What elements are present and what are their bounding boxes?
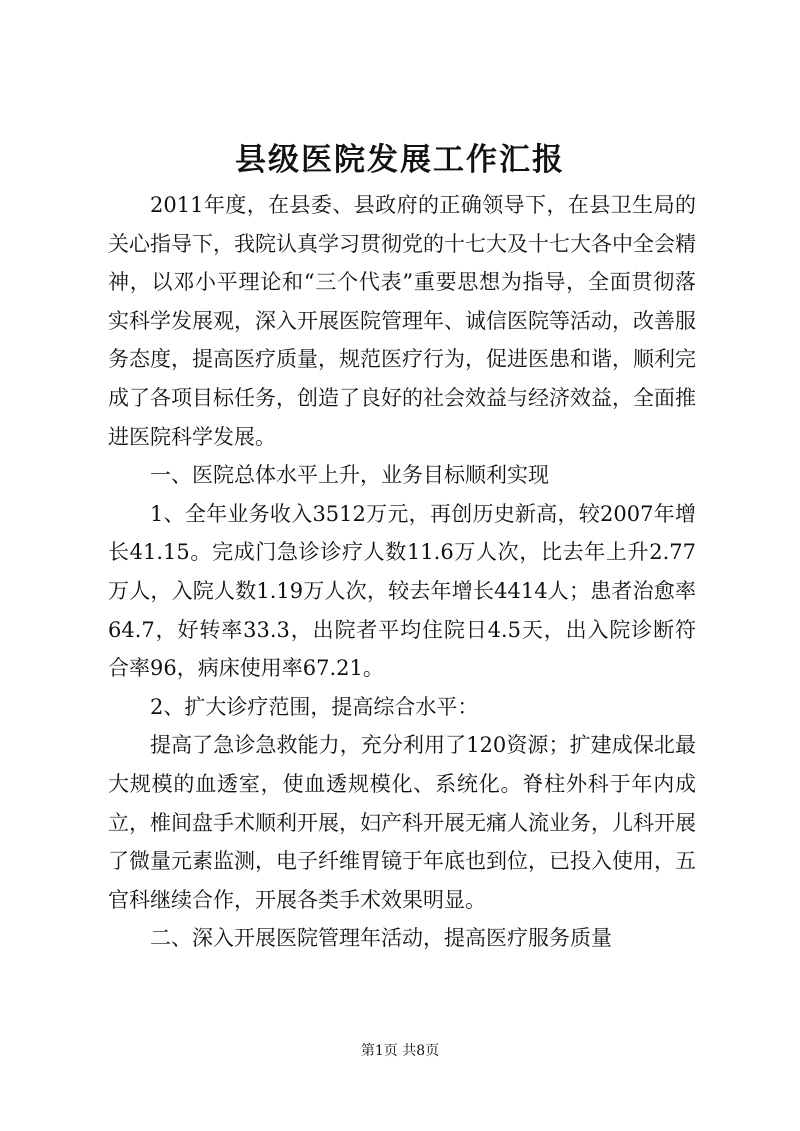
page-number-footer: 第1页 共8页	[360, 1043, 440, 1059]
section-heading-1: 一、医院总体水平上升，业务目标顺利实现	[150, 463, 549, 488]
paragraph-item-2-detail: 提高了急诊急救能力，充分利用了120资源；扩建成保北最大规模的血透室，使血透规模化、系统化。脊柱外科于年内成立，椎间盘手术顺利开展，妇产科开展无痛人流业务，儿科开展了微量元素监测，电子纤维胃镜于年底也到位，已投入使用，五官科继续合作，开展各类手术效果明显。	[108, 733, 696, 912]
paragraph-item-2: 2、扩大诊疗范围，提高综合水平：	[150, 694, 479, 719]
document-title: 县级医院发展工作汇报	[235, 142, 565, 178]
document-body	[108, 186, 696, 958]
section-heading-2: 二、深入开展医院管理年活动，提高医疗服务质量	[150, 926, 612, 951]
paragraph-item-1: 1、全年业务收入3512万元，再创历史新高，较2007年增长41.15。完成门急诊诊疗人数11.6万人次，比去年上升2.77万人，入院人数1.19万人次，较去年增长4414人；患者治愈率64.7，好转率33.3，出院者平均住院日4.5天，出入院诊断符合率96，病床使用率67.21。	[108, 501, 696, 681]
paragraph-intro: 2011年度，在县委、县政府的正确领导下，在县卫生局的关心指导下，我院认真学习贯彻党的十七大及十七大各中全会精神，以邓小平理论和“三个代表”重要思想为指导，全面贯彻落实科学发展观，深入开展医院管理年、诚信医院等活动，改善服务态度，提高医疗质量，规范医疗行为，促进医患和谐，顺利完成了各项目标任务，创造了良好的社会效益与经济效益，全面推进医院科学发展。	[108, 193, 696, 449]
